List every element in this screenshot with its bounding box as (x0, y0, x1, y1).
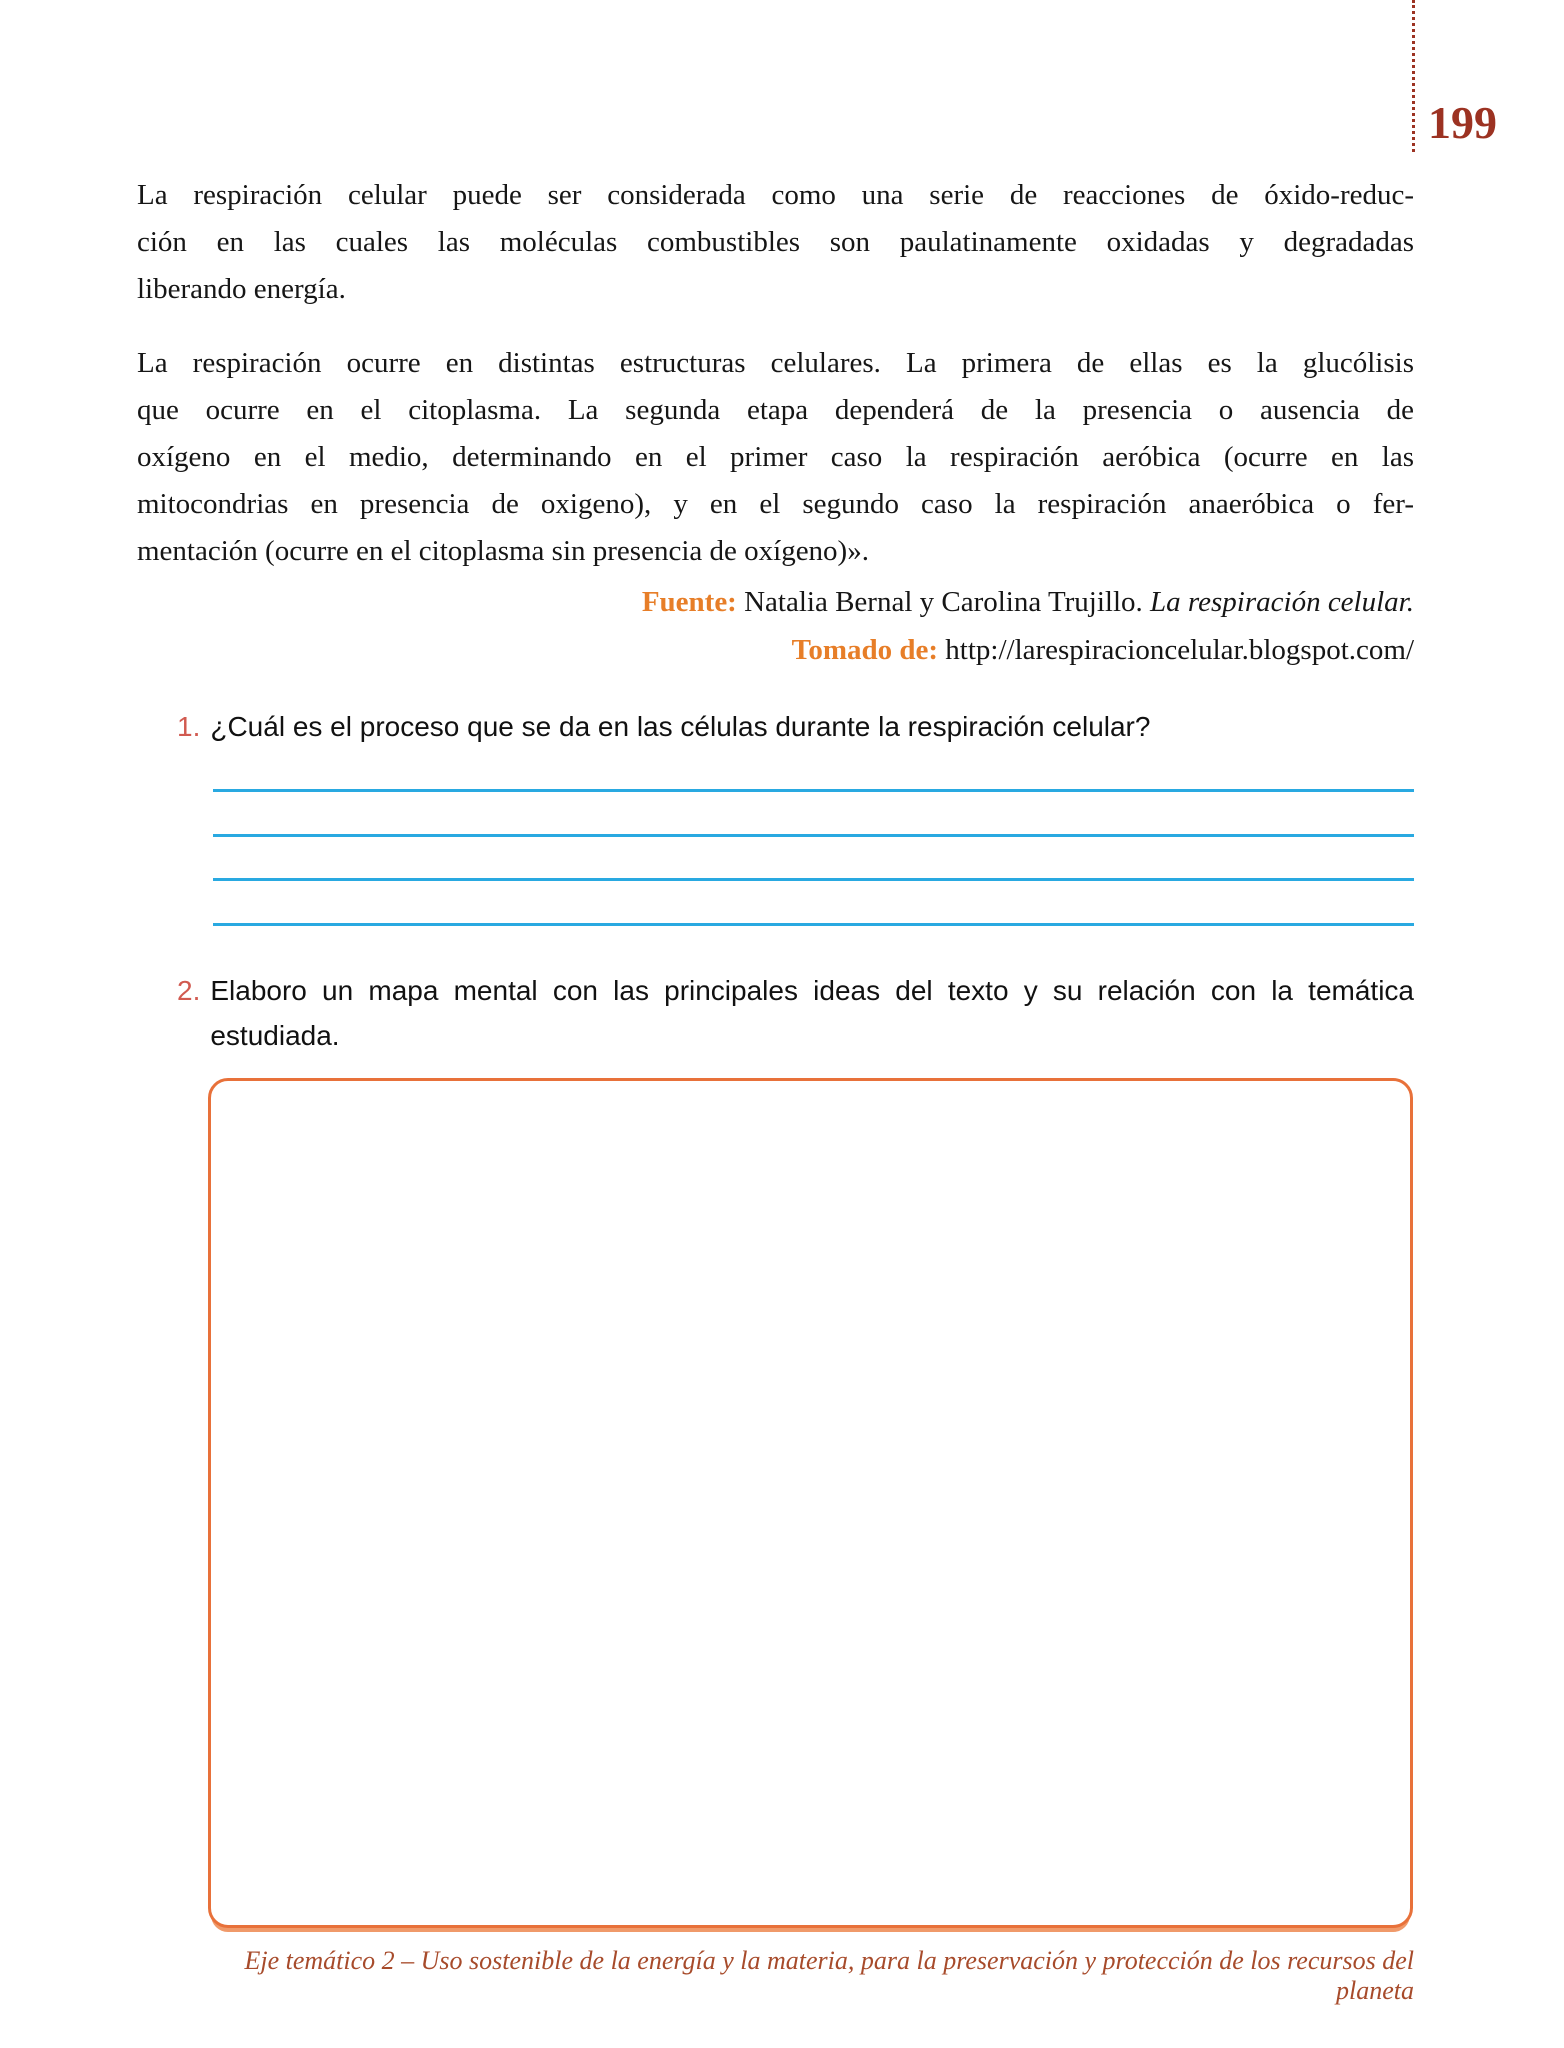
question-1-text-block (210, 706, 1150, 748)
answer-line[interactable] (213, 923, 1414, 926)
paragraph-line: La respiración celular puede ser considerada como una serie de reacciones de óxido-reduc- (137, 179, 1414, 211)
fuente-book-title: La respiración celular. (1150, 586, 1414, 618)
paragraph-line: que ocurre en el citoplasma. La segunda etapa dependerá de la presencia o ausencia de (137, 394, 1414, 426)
question-2 (177, 968, 1414, 1058)
dotted-rule-icon (1412, 0, 1415, 152)
paragraph-line: mitocondrias en presencia de oxigeno), y en el segundo caso la respiración anaeróbica o fer- (137, 488, 1414, 520)
paragraph-line: ción en las cuales las moléculas combustibles son paulatinamente oxidadas y degradadas (137, 226, 1414, 258)
paragraph-estructuras-celulares (137, 340, 1414, 575)
mindmap-answer-box[interactable] (208, 1078, 1413, 1928)
source-citation (137, 578, 1414, 674)
fuente-authors: Natalia Bernal y Carolina Trujillo. (736, 586, 1151, 618)
paragraph-line: mentación (ocurre en el citoplasma sin presencia de oxígeno)». (137, 535, 869, 567)
question-2-number: 2. (177, 975, 201, 1006)
page-number: 199 (1428, 97, 1497, 148)
tomado-url: http://larespiracioncelular.blogspot.com/ (938, 634, 1414, 666)
answer-line[interactable] (213, 834, 1414, 837)
paragraph-line: oxígeno en el medio, determinando en el primer caso la respiración aeróbica (ocurre en las (137, 441, 1414, 473)
paragraph-oxido-reduccion (137, 172, 1414, 313)
source-line-fuente (137, 578, 1414, 626)
question-2-text-block (210, 968, 1414, 1058)
fuente-label: Fuente: (641, 586, 737, 618)
answer-line[interactable] (213, 878, 1414, 881)
question-2-text-line: estudiada. (210, 1020, 340, 1051)
answer-line[interactable] (213, 789, 1414, 792)
tomado-label: Tomado de: (791, 634, 939, 666)
source-line-tomado (137, 626, 1414, 674)
question-1 (177, 706, 1150, 748)
paragraph-line: liberando energía. (137, 273, 346, 305)
paragraph-line: La respiración ocurre en distintas estructuras celulares. La primera de ellas es la glucólisis (137, 347, 1414, 379)
footer-caption: Eje temático 2 – Uso sostenible de la energía y la materia, para la preservación y protección de los recursos del planeta (244, 1946, 1414, 2005)
question-2-text-line: Elaboro un mapa mental con las principales ideas del texto y su relación con la temática (210, 975, 1414, 1006)
question-1-text: ¿Cuál es el proceso que se da en las células durante la respiración celular? (210, 711, 1151, 742)
question-1-number: 1. (177, 711, 201, 742)
